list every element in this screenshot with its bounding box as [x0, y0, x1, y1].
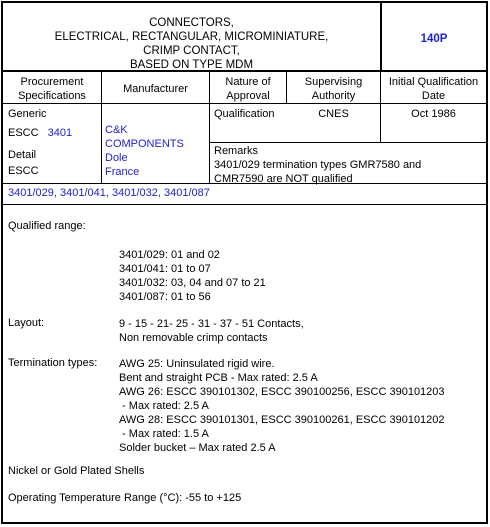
date-value: Oct 1986: [411, 108, 456, 120]
detail-spec-list[interactable]: 3401/029, 3401/041, 3401/032, 3401/087: [8, 187, 210, 199]
approval-value: Qualification: [214, 108, 275, 120]
layout-label: Layout:: [8, 317, 45, 329]
layout-line: 9 - 15 - 21- 25 - 31 - 37 - 51 Contacts,: [119, 318, 304, 330]
escc-prefix: ESCC: [8, 127, 39, 139]
termination-label: Termination types:: [8, 357, 98, 369]
qualified-range-line: 3401/029: 01 and 02: [119, 249, 220, 261]
col-header-text: Specifications: [18, 90, 86, 102]
col-divider: [286, 71, 287, 104]
termination-line: - Max rated: 1.5 A: [119, 428, 209, 440]
termination-line: Bent and straight PCB - Max rated: 2.5 A: [119, 372, 318, 384]
col-header-text: Nature of: [225, 76, 271, 88]
authority-value: CNES: [318, 108, 349, 120]
manufacturer-line: C&K: [105, 124, 128, 136]
col-header-initial-date: [381, 75, 486, 103]
col-header-text: Authority: [311, 90, 356, 102]
col-header-manufacturer: Manufacturer: [123, 83, 188, 95]
qualification-code: 140P: [420, 33, 448, 45]
col-header-procurement: [3, 75, 101, 103]
col-header-text: Date: [421, 90, 446, 102]
remarks-top-rule: [209, 142, 486, 143]
col-header-text: Supervising: [304, 76, 363, 88]
layout-value: [119, 317, 304, 345]
info-table-bottom-rule: [3, 183, 486, 184]
col-header-text: Approval: [226, 90, 270, 102]
header-bottom-rule: [3, 70, 486, 72]
detail-specs-bottom-rule: [3, 204, 486, 205]
col-divider: [101, 71, 102, 183]
manufacturer-line: France: [105, 166, 140, 178]
shell-finish: Nickel or Gold Plated Shells: [8, 465, 145, 477]
remarks-line: 3401/029 termination types GMR7580 and: [214, 159, 422, 171]
title-line: CONNECTORS,: [149, 17, 234, 29]
termination-line: AWG 25: Uninsulated rigid wire.: [119, 358, 275, 370]
col-header-text: Initial Qualification: [388, 76, 479, 88]
qualified-range-line: 3401/032: 03, 04 and 07 to 21: [119, 277, 266, 289]
col-header-approval: [210, 75, 286, 103]
detail-label: Detail: [8, 149, 37, 161]
column-header-rule: [3, 103, 486, 104]
operating-temperature: Operating Temperature Range (°C): -55 to +125: [8, 492, 242, 504]
layout-line: Non removable crimp contacts: [119, 332, 268, 344]
col-divider: [209, 71, 210, 183]
qualified-range-line: 3401/087: 01 to 56: [119, 291, 211, 303]
termination-list: [119, 357, 445, 455]
qualified-range-line: 3401/041: 01 to 07: [119, 263, 211, 275]
generic-spec-number[interactable]: 3401: [47, 127, 73, 139]
manufacturer-line: COMPONENTS: [105, 138, 184, 150]
remarks-label: Remarks: [214, 145, 259, 157]
termination-line: - Max rated: 2.5 A: [119, 400, 209, 412]
termination-line: AWG 26: ESCC 390101302, ESCC 390100256, ESCC 390101203: [119, 386, 445, 398]
qualified-range-list: [119, 248, 266, 304]
qualified-range-label: Qualified range:: [8, 220, 86, 232]
generic-spec: [8, 126, 72, 140]
remarks-line: CMR7590 are NOT qualified: [214, 173, 353, 185]
title-line: ELECTRICAL, RECTANGULAR, MICROMINIATURE,: [54, 31, 329, 43]
generic-label: Generic: [8, 108, 47, 120]
col-divider: [380, 71, 381, 142]
manufacturer-line: Dole: [105, 152, 128, 164]
col-header-authority: [287, 75, 380, 103]
document-title: [3, 16, 380, 72]
title-line: CRIMP CONTACT,: [143, 45, 240, 57]
manufacturer-name[interactable]: [105, 123, 184, 179]
col-header-text: Procurement: [20, 76, 84, 88]
termination-line: Solder bucket – Max rated 2.5 A: [119, 442, 276, 454]
detail-spec: ESCC: [8, 165, 39, 177]
qualification-sheet: [1, 1, 488, 524]
termination-line: AWG 28: ESCC 390101301, ESCC 390100261, ESCC 390101202: [119, 414, 445, 426]
title-line: BASED ON TYPE MDM: [129, 59, 254, 71]
remarks-text: [214, 158, 421, 186]
